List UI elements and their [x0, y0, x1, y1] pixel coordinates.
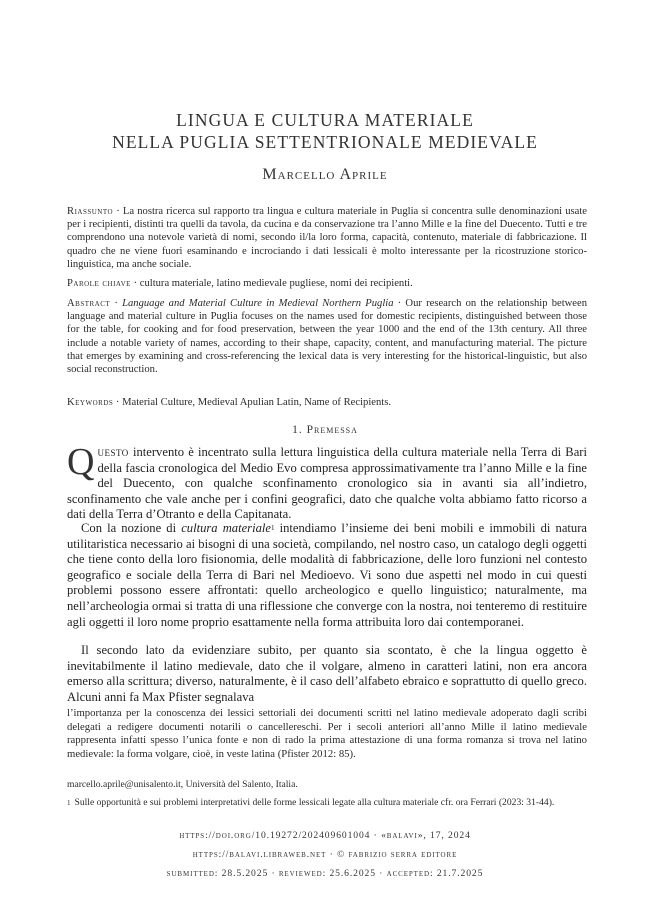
parole-chiave-text: · cultura materiale, latino medievale pugliese, nomi dei recipienti. [130, 278, 413, 289]
body-paragraph-2-start: Con la nozione di [81, 521, 182, 535]
drop-cap-smallcaps: uesto [97, 445, 129, 459]
italic-term: cultura materiale [181, 521, 271, 535]
footnote-number: 1 [67, 799, 71, 807]
body-paragraph-2 [67, 521, 587, 630]
abstract-sep: · [110, 298, 123, 309]
author-email-footnote: marcello.aprile@unisalento.it, Università del Salento, Italia. [67, 779, 298, 790]
body-paragraph-1-text: intervento è incentrato sulla lettura linguistica della cultura materiale nella Terra di Bari della fascia cronologica del Medio Evo compresa approssimativamente tra l’anno Mille e la fine del Duecento, con qualche sconfinamento cronologico sia in avanti sia all’indietro, sconfinamento che vale anche per i confini geografici, dato che qualche volta abbiamo fatto ricorso a dati della Terra d’Otranto e della Capitanata. [67, 445, 587, 522]
footnote-ref[interactable]: 1 [270, 524, 275, 532]
footnote-1-text: Sulle opportunità e sui problemi interpretativi delle forme lessicali legate alla cultura materiale cfr. ora Ferrari (2023: 31-44). [74, 797, 555, 808]
footnote-1 [67, 797, 587, 810]
riassunto-text: · La nostra ricerca sul rapporto tra lingua e cultura materiale in Puglia si concentra sulle denominazioni usate per i recipienti, distinti tra quelli da tavola, da cucina e da conservazione tra l’anno Mille e la fine del Duecento. Tutti e tre comprendono una notevole varietà di nomi, secondo il/la loro forma, capacità, contenuto, materiale di fabbricazione. Il quadro che ne viene fuori esaminando e incrociando i dati lessicali è molto interessante per la ricostruzione storico-linguistica, ma anche sociale. [67, 206, 587, 270]
article-title-line-2: NELLA PUGLIA SETTENTRIONALE MEDIEVALE [112, 132, 538, 152]
keywords-label: Keywords [67, 397, 114, 408]
body-paragraph-3: Il secondo lato da evidenziare subito, per quanto sia scontato, è che la lingua oggetto è inevitabilmente il latino medievale, dato che il volgare, almeno in caratteri latini, non era ancora emerso alla scrittura; diverso, naturalmente, è il caso dell’alfabeto ebraico e soprattutto di quello greco. Alcuni anni fa Max Pfister segnalava [67, 643, 587, 704]
riassunto-block [67, 205, 587, 271]
article-title-line-1: LINGUA E CULTURA MATERIALE [176, 110, 474, 130]
abstract-title: Language and Material Culture in Medieval Northern Puglia [122, 298, 394, 309]
section-heading: 1. Premessa [292, 424, 358, 436]
drop-cap: Q [67, 441, 95, 483]
publisher-line: https://balavi.libraweb.net · © fabrizio serra editore [192, 849, 458, 860]
doi-line: https://doi.org/10.19272/202409601004 · «balavi», 17, 2024 [179, 830, 471, 841]
abstract-text: · Our research on the relationship between language and material culture in Puglia focuses on the names used for domestic recipients, distinguished between those for the table, for cooking and for food preservation, between the year 1000 and the end of the 13th century. All three include a notable variety of names, according to their shape, capacity, content, and manufacturing material. The picture that emerges by examining and cross-referencing the lexical data is very interesting for the historical-linguistic, but also social reconstruction. [67, 298, 587, 376]
author-name: Marcello Aprile [262, 166, 388, 183]
body-paragraph-1 [67, 441, 587, 523]
parole-chiave-label: Parole chiave [67, 278, 131, 289]
keywords-text: · Material Culture, Medieval Apulian Latin, Name of Recipients. [113, 397, 391, 408]
body-paragraph-2-text: intendiamo l’insieme dei beni mobili e immobili di natura utilitaristica necessario ai bisogni di una società, compilando, nel nostro caso, un catalogo degli oggetti che tiene conto della loro fisionomia, delle modalità di fabbricazione, delle loro funzioni nel contesto geografico e sociale della Terra di Bari nel Medioevo. Vi sono due aspetti nel modo in cui questi problemi possono essere affrontati: quello archeologico e quello linguistico; naturalmente, ma nell’archeologia ormai si tratta di una riflessione che converge con la nostra, noi tenteremo di restituire agli oggetti il loro nome proprio esattamente nella forma attribuita loro dai contemporanei. [67, 521, 587, 629]
parole-chiave-block [67, 277, 587, 290]
submission-dates-line: submitted: 28.5.2025 · reviewed: 25.6.2025 · accepted: 21.7.2025 [166, 868, 484, 879]
riassunto-label: Riassunto [67, 206, 114, 217]
abstract-label: Abstract [67, 298, 111, 309]
abstract-block [67, 297, 587, 376]
block-quote: l’importanza per la conoscenza dei lessici settoriali dei documenti scritti nel latino medievale adoperato dagli scribi delegati a redigere documenti notarili o cancellereschi. Per i secoli anteriori all’anno Mille il latino medievale rappresenta infatti spesso l’unica fonte e non di rado la prima attestazione di una forma romanza si trova nel latino medievale: la forma volgare, cioè, in veste latina (Pfister 2012: 85). [67, 707, 587, 760]
keywords-block [67, 396, 587, 409]
